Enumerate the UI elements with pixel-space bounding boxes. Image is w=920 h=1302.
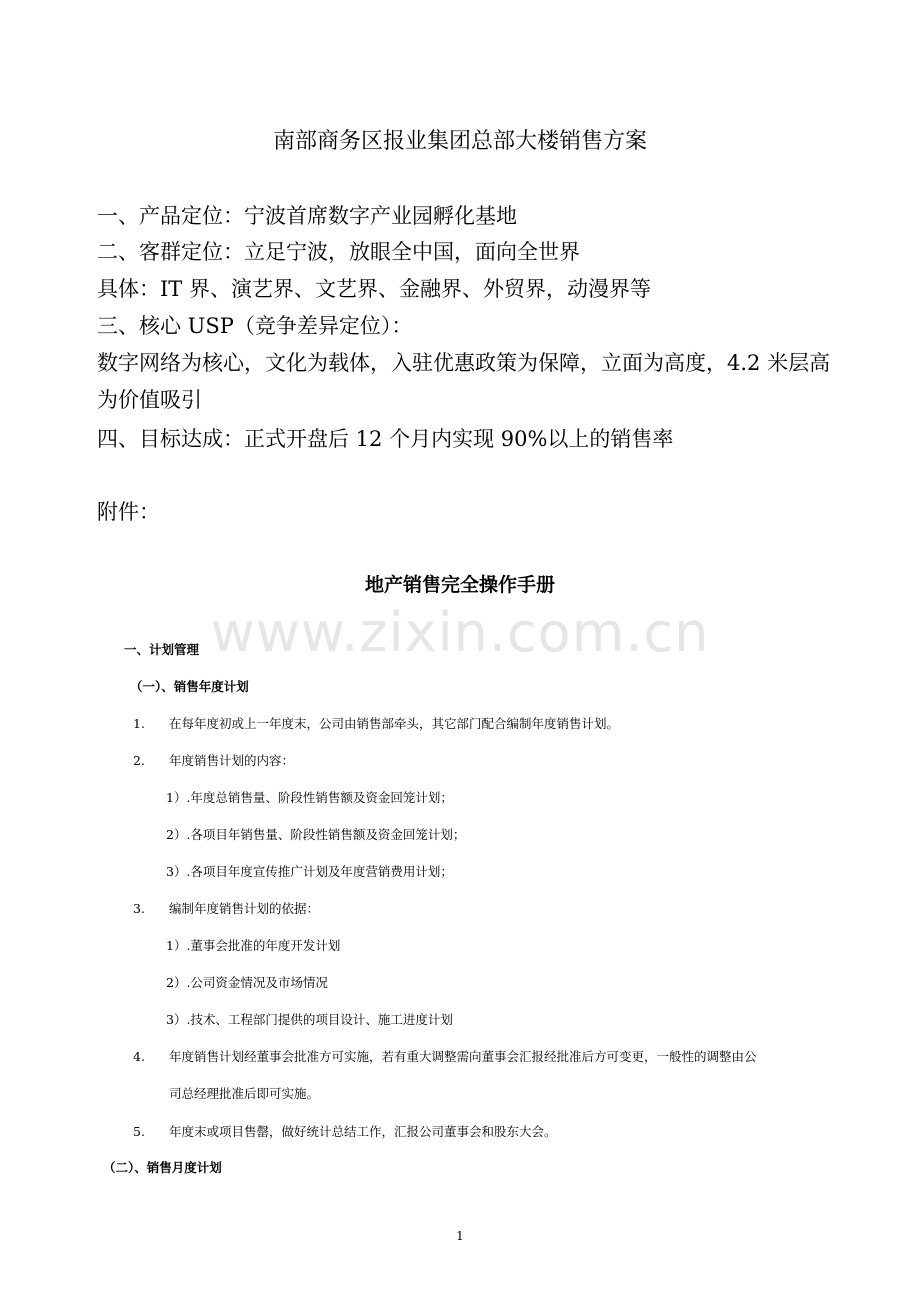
list-item-text: 在每年度初或上一年度末，公司由销售部牵头，其它部门配合编制年度销售计划。 xyxy=(169,716,620,731)
list-item-text-continued: 司总经理批准后即可实施。 xyxy=(169,1086,320,1101)
sub-list-item: 2）.公司资金情况及市场情况 xyxy=(166,975,328,990)
subsection-heading-annual-plan: （一）、销售年度计划 xyxy=(130,679,249,694)
point-product-positioning: 一、产品定位：宁波首席数字产业园孵化基地 xyxy=(97,204,517,228)
list-item-text: 年度末或项目售罄，做好统计总结工作，汇报公司董事会和股东大会。 xyxy=(169,1124,557,1139)
list-item-number: 3. xyxy=(133,901,145,916)
watermark: www.zixin.com.cn xyxy=(210,601,710,664)
point-industries: 具体：IT 界、演艺界、文艺界、金融界、外贸界，动漫界等 xyxy=(97,277,651,301)
list-item-text: 编制年度销售计划的依据： xyxy=(169,901,320,916)
subsection-heading-monthly-plan: （二）、销售月度计划 xyxy=(103,1160,222,1175)
list-item-text: 年度销售计划经董事会批准方可实施，若有重大调整需向董事会汇报经批准后方可变更，一般性的调整由公 xyxy=(169,1049,757,1064)
page-number: 1 xyxy=(456,1229,464,1243)
list-item-number: 5. xyxy=(133,1124,145,1139)
list-item-number: 4. xyxy=(133,1049,145,1064)
document-title: 南部商务区报业集团总部大楼销售方案 xyxy=(272,129,647,154)
list-item-text: 年度销售计划的内容： xyxy=(169,753,295,768)
manual-title: 地产销售完全操作手册 xyxy=(364,574,555,596)
point-core-usp: 三、核心 USP（竞争差异定位）： xyxy=(97,314,413,338)
list-item-number: 2. xyxy=(133,753,145,768)
point-target: 四、目标达成：正式开盘后 12 个月内实现 90%以上的销售率 xyxy=(97,427,674,451)
point-customer-positioning: 二、客群定位：立足宁波，放眼全中国，面向全世界 xyxy=(97,240,580,264)
section-heading-plan-management: 一、计划管理 xyxy=(124,642,200,657)
sub-list-item: 1）.年度总销售量、阶段性销售额及资金回笼计划； xyxy=(166,790,453,805)
point-usp-detail: 数字网络为核心，文化为载体，入驻优惠政策为保障，立面为高度，4.2 米层高为价值吸引 xyxy=(97,351,831,412)
attachment-label: 附件： xyxy=(97,500,160,524)
sub-list-item: 3）.各项目年度宣传推广计划及年度营销费用计划； xyxy=(166,864,453,879)
sub-list-item: 3）.技术、工程部门提供的项目设计、施工进度计划 xyxy=(166,1012,453,1027)
sub-list-item: 2）.各项目年销售量、阶段性销售额及资金回笼计划； xyxy=(166,827,466,842)
list-item-number: 1. xyxy=(133,716,145,731)
sub-list-item: 1）.董事会批准的年度开发计划 xyxy=(166,938,341,953)
